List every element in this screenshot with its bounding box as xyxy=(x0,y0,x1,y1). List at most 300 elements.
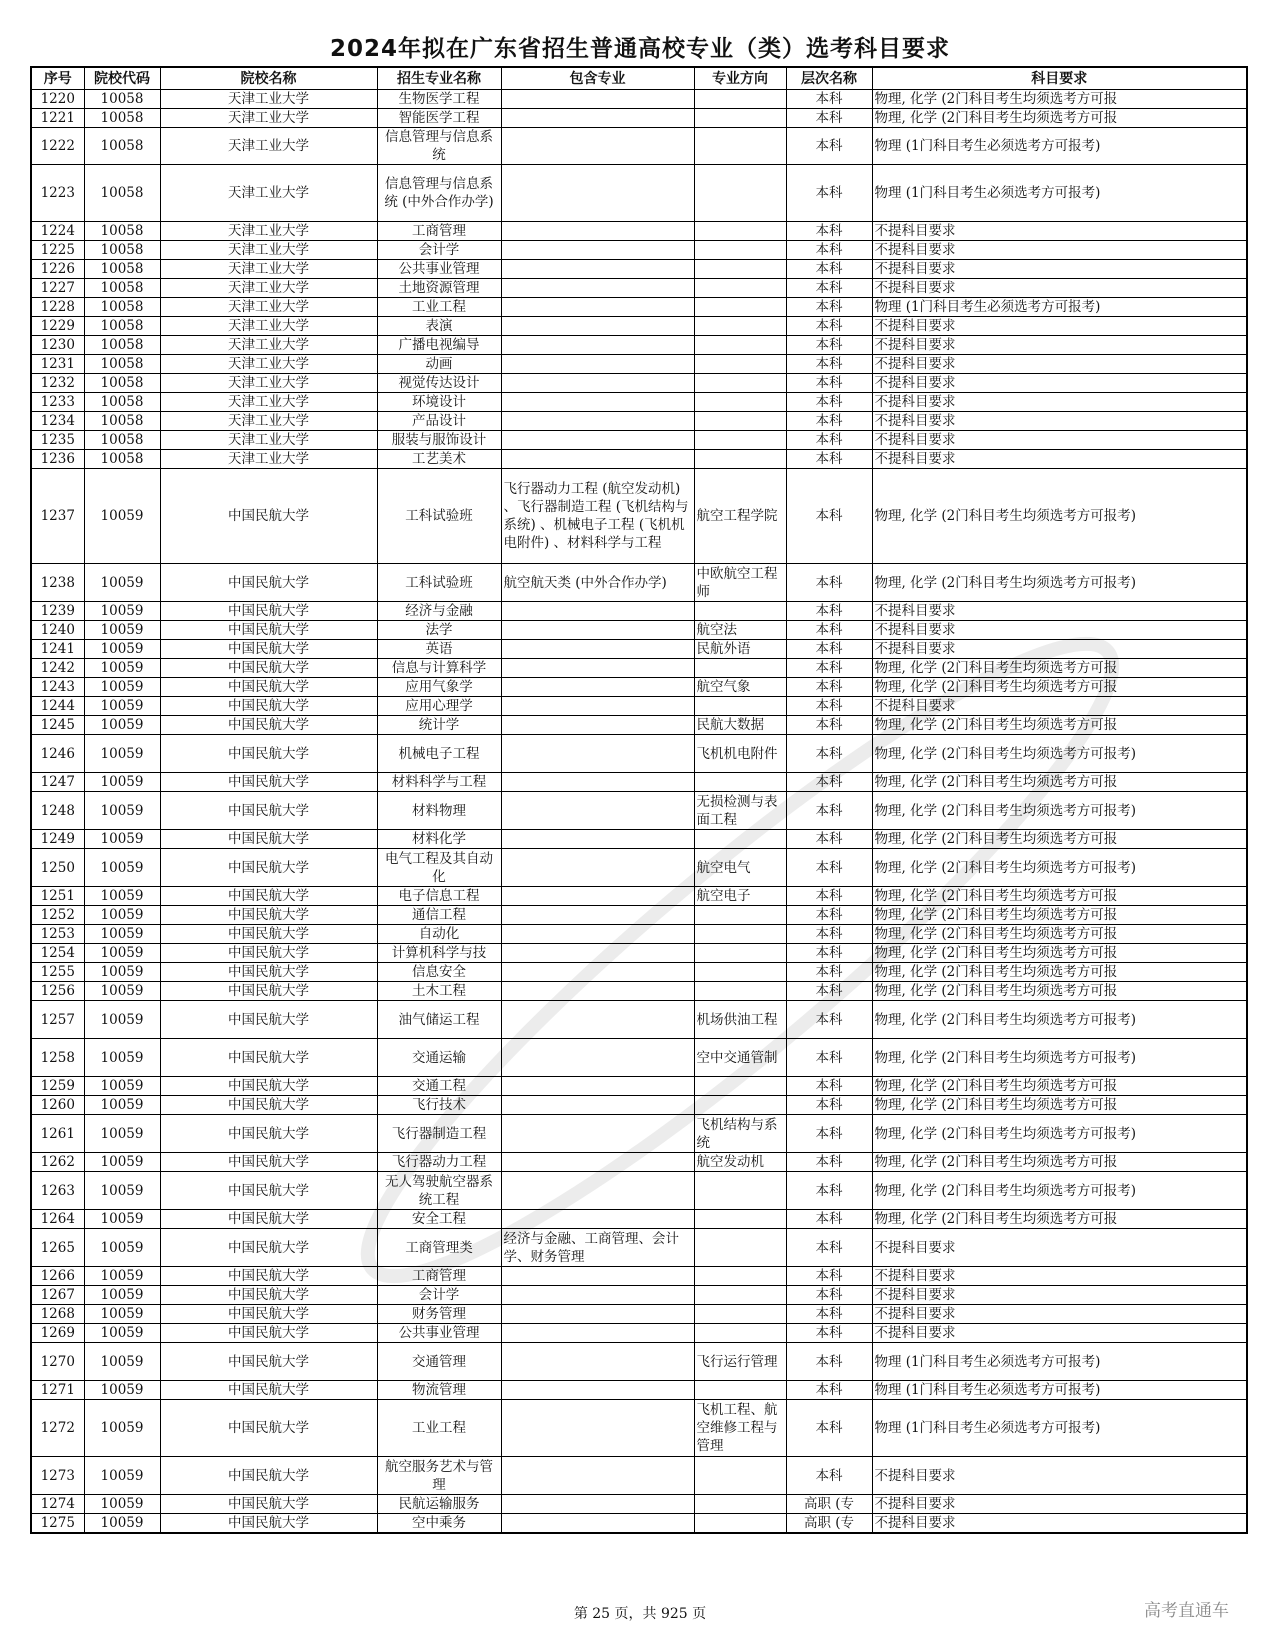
cell-major-name: 公共事业管理 xyxy=(377,1324,501,1343)
header-level: 层次名称 xyxy=(786,67,872,90)
cell-level: 本科 xyxy=(786,773,872,792)
cell-direction xyxy=(694,260,786,279)
cell-school-name: 中国民航大学 xyxy=(160,1495,377,1514)
cell-level: 本科 xyxy=(786,697,872,716)
cell-included-majors xyxy=(501,944,694,963)
cell-level: 本科 xyxy=(786,336,872,355)
cell-level: 本科 xyxy=(786,222,872,241)
cell-seq: 1242 xyxy=(31,659,84,678)
cell-level: 本科 xyxy=(786,659,872,678)
cell-direction xyxy=(694,431,786,450)
cell-direction xyxy=(694,697,786,716)
cell-subject-requirement: 不提科目要求 xyxy=(872,1514,1247,1534)
table-row xyxy=(31,659,1247,678)
cell-subject-requirement: 物理, 化学 (2门科目考生均须选考方可报 xyxy=(872,716,1247,735)
cell-included-majors xyxy=(501,109,694,128)
cell-school-code: 10059 xyxy=(84,621,160,640)
cell-subject-requirement: 物理, 化学 (2门科目考生均须选考方可报考) xyxy=(872,792,1247,830)
cell-seq: 1228 xyxy=(31,298,84,317)
cell-major-name: 应用气象学 xyxy=(377,678,501,697)
cell-level: 本科 xyxy=(786,716,872,735)
cell-direction: 航空气象 xyxy=(694,678,786,697)
cell-level: 本科 xyxy=(786,887,872,906)
table-row xyxy=(31,241,1247,260)
cell-school-name: 中国民航大学 xyxy=(160,1001,377,1039)
cell-school-name: 中国民航大学 xyxy=(160,564,377,602)
cell-level: 本科 xyxy=(786,1210,872,1229)
cell-direction xyxy=(694,336,786,355)
cell-level: 本科 xyxy=(786,1400,872,1457)
table-row xyxy=(31,1495,1247,1514)
cell-subject-requirement: 物理 (1门科目考生必须选考方可报考) xyxy=(872,298,1247,317)
cell-level: 本科 xyxy=(786,1457,872,1495)
cell-school-name: 天津工业大学 xyxy=(160,241,377,260)
cell-subject-requirement: 物理 (1门科目考生必须选考方可报考) xyxy=(872,1343,1247,1381)
cell-direction xyxy=(694,1077,786,1096)
cell-seq: 1226 xyxy=(31,260,84,279)
cell-subject-requirement: 不提科目要求 xyxy=(872,222,1247,241)
header-school-name: 院校名称 xyxy=(160,67,377,90)
cell-subject-requirement: 不提科目要求 xyxy=(872,450,1247,469)
cell-school-code: 10059 xyxy=(84,792,160,830)
cell-major-name: 视觉传达设计 xyxy=(377,374,501,393)
cell-major-name: 信息与计算科学 xyxy=(377,659,501,678)
cell-direction xyxy=(694,1172,786,1210)
table-row xyxy=(31,849,1247,887)
cell-level: 本科 xyxy=(786,298,872,317)
cell-direction xyxy=(694,1495,786,1514)
cell-school-code: 10058 xyxy=(84,355,160,374)
cell-school-code: 10059 xyxy=(84,830,160,849)
table-row xyxy=(31,317,1247,336)
cell-direction: 空中交通管制 xyxy=(694,1039,786,1077)
table-row xyxy=(31,109,1247,128)
cell-major-name: 会计学 xyxy=(377,241,501,260)
cell-school-name: 中国民航大学 xyxy=(160,944,377,963)
table-row xyxy=(31,1267,1247,1286)
cell-level: 本科 xyxy=(786,412,872,431)
cell-level: 本科 xyxy=(786,792,872,830)
cell-school-code: 10058 xyxy=(84,90,160,109)
cell-major-name: 物流管理 xyxy=(377,1381,501,1400)
table-row xyxy=(31,1324,1247,1343)
cell-school-name: 天津工业大学 xyxy=(160,412,377,431)
cell-subject-requirement: 物理, 化学 (2门科目考生均须选考方可报 xyxy=(872,109,1247,128)
cell-school-code: 10059 xyxy=(84,564,160,602)
cell-subject-requirement: 不提科目要求 xyxy=(872,336,1247,355)
cell-subject-requirement: 不提科目要求 xyxy=(872,697,1247,716)
requirements-table xyxy=(30,66,1248,1534)
cell-level: 本科 xyxy=(786,640,872,659)
cell-seq: 1238 xyxy=(31,564,84,602)
cell-seq: 1254 xyxy=(31,944,84,963)
cell-direction: 航空法 xyxy=(694,621,786,640)
cell-seq: 1243 xyxy=(31,678,84,697)
cell-major-name: 土地资源管理 xyxy=(377,279,501,298)
cell-school-name: 天津工业大学 xyxy=(160,128,377,165)
cell-level: 本科 xyxy=(786,1229,872,1267)
table-row xyxy=(31,887,1247,906)
cell-school-code: 10058 xyxy=(84,450,160,469)
cell-subject-requirement: 不提科目要求 xyxy=(872,1457,1247,1495)
cell-school-code: 10059 xyxy=(84,716,160,735)
cell-seq: 1258 xyxy=(31,1039,84,1077)
cell-school-name: 中国民航大学 xyxy=(160,697,377,716)
table-row xyxy=(31,716,1247,735)
cell-direction xyxy=(694,944,786,963)
cell-level: 本科 xyxy=(786,1305,872,1324)
cell-subject-requirement: 物理, 化学 (2门科目考生均须选考方可报考) xyxy=(872,1172,1247,1210)
cell-major-name: 环境设计 xyxy=(377,393,501,412)
cell-school-code: 10059 xyxy=(84,906,160,925)
cell-included-majors xyxy=(501,260,694,279)
cell-school-code: 10059 xyxy=(84,1172,160,1210)
cell-included-majors xyxy=(501,1400,694,1457)
cell-school-name: 中国民航大学 xyxy=(160,1210,377,1229)
cell-school-code: 10059 xyxy=(84,1305,160,1324)
table-row xyxy=(31,1343,1247,1381)
cell-school-name: 中国民航大学 xyxy=(160,1343,377,1381)
cell-school-name: 天津工业大学 xyxy=(160,222,377,241)
cell-direction xyxy=(694,1381,786,1400)
cell-school-name: 中国民航大学 xyxy=(160,982,377,1001)
cell-included-majors xyxy=(501,1077,694,1096)
table-row xyxy=(31,1039,1247,1077)
cell-seq: 1235 xyxy=(31,431,84,450)
cell-school-code: 10058 xyxy=(84,336,160,355)
table-row xyxy=(31,1305,1247,1324)
cell-seq: 1223 xyxy=(31,165,84,222)
cell-major-name: 安全工程 xyxy=(377,1210,501,1229)
cell-school-code: 10058 xyxy=(84,431,160,450)
cell-school-name: 中国民航大学 xyxy=(160,716,377,735)
cell-included-majors xyxy=(501,1115,694,1153)
table-body xyxy=(31,90,1247,1534)
cell-included-majors xyxy=(501,906,694,925)
cell-school-name: 天津工业大学 xyxy=(160,260,377,279)
cell-school-name: 中国民航大学 xyxy=(160,678,377,697)
cell-school-name: 中国民航大学 xyxy=(160,963,377,982)
header-school-code: 院校代码 xyxy=(84,67,160,90)
cell-seq: 1224 xyxy=(31,222,84,241)
cell-included-majors xyxy=(501,830,694,849)
cell-subject-requirement: 不提科目要求 xyxy=(872,621,1247,640)
cell-direction: 民航大数据 xyxy=(694,716,786,735)
cell-school-name: 中国民航大学 xyxy=(160,1039,377,1077)
table-row xyxy=(31,925,1247,944)
cell-included-majors xyxy=(501,602,694,621)
table-row xyxy=(31,90,1247,109)
table-row xyxy=(31,431,1247,450)
cell-direction xyxy=(694,1457,786,1495)
cell-school-code: 10059 xyxy=(84,1210,160,1229)
cell-subject-requirement: 不提科目要求 xyxy=(872,412,1247,431)
table-row xyxy=(31,1001,1247,1039)
cell-direction xyxy=(694,906,786,925)
cell-subject-requirement: 不提科目要求 xyxy=(872,1286,1247,1305)
table-row xyxy=(31,298,1247,317)
cell-level: 本科 xyxy=(786,944,872,963)
cell-school-name: 天津工业大学 xyxy=(160,298,377,317)
table-row xyxy=(31,1286,1247,1305)
cell-seq: 1261 xyxy=(31,1115,84,1153)
cell-seq: 1222 xyxy=(31,128,84,165)
cell-seq: 1262 xyxy=(31,1153,84,1172)
cell-seq: 1270 xyxy=(31,1343,84,1381)
table-row xyxy=(31,222,1247,241)
cell-level: 本科 xyxy=(786,241,872,260)
cell-major-name: 土木工程 xyxy=(377,982,501,1001)
cell-level: 高职 (专 xyxy=(786,1514,872,1534)
cell-school-code: 10059 xyxy=(84,1096,160,1115)
cell-level: 本科 xyxy=(786,128,872,165)
cell-major-name: 民航运输服务 xyxy=(377,1495,501,1514)
cell-included-majors xyxy=(501,393,694,412)
cell-included-majors: 经济与金融、工商管理、会计学、财务管理 xyxy=(501,1229,694,1267)
cell-subject-requirement: 物理, 化学 (2门科目考生均须选考方可报 xyxy=(872,1096,1247,1115)
cell-level: 本科 xyxy=(786,621,872,640)
cell-school-code: 10059 xyxy=(84,1115,160,1153)
cell-subject-requirement: 物理, 化学 (2门科目考生均须选考方可报考) xyxy=(872,849,1247,887)
cell-seq: 1230 xyxy=(31,336,84,355)
cell-major-name: 材料科学与工程 xyxy=(377,773,501,792)
table-row xyxy=(31,640,1247,659)
cell-subject-requirement: 物理 (1门科目考生必须选考方可报考) xyxy=(872,128,1247,165)
cell-level: 本科 xyxy=(786,260,872,279)
cell-level: 本科 xyxy=(786,1039,872,1077)
cell-school-code: 10058 xyxy=(84,241,160,260)
cell-included-majors xyxy=(501,1153,694,1172)
cell-seq: 1259 xyxy=(31,1077,84,1096)
cell-school-code: 10059 xyxy=(84,602,160,621)
cell-school-code: 10058 xyxy=(84,298,160,317)
cell-school-code: 10058 xyxy=(84,165,160,222)
cell-seq: 1240 xyxy=(31,621,84,640)
cell-school-code: 10058 xyxy=(84,412,160,431)
cell-major-name: 无人驾驶航空器系统工程 xyxy=(377,1172,501,1210)
cell-school-name: 中国民航大学 xyxy=(160,830,377,849)
cell-direction xyxy=(694,602,786,621)
cell-seq: 1249 xyxy=(31,830,84,849)
cell-school-name: 中国民航大学 xyxy=(160,1153,377,1172)
cell-included-majors xyxy=(501,1210,694,1229)
cell-school-name: 中国民航大学 xyxy=(160,1381,377,1400)
cell-major-name: 交通工程 xyxy=(377,1077,501,1096)
cell-subject-requirement: 物理, 化学 (2门科目考生均须选考方可报 xyxy=(872,830,1247,849)
table-row xyxy=(31,1514,1247,1534)
cell-seq: 1272 xyxy=(31,1400,84,1457)
cell-school-code: 10059 xyxy=(84,963,160,982)
cell-seq: 1256 xyxy=(31,982,84,1001)
cell-seq: 1269 xyxy=(31,1324,84,1343)
cell-school-name: 中国民航大学 xyxy=(160,602,377,621)
cell-school-name: 中国民航大学 xyxy=(160,1267,377,1286)
cell-seq: 1266 xyxy=(31,1267,84,1286)
cell-level: 本科 xyxy=(786,431,872,450)
cell-included-majors xyxy=(501,1514,694,1534)
cell-included-majors: 航空航天类 (中外合作办学) xyxy=(501,564,694,602)
cell-level: 本科 xyxy=(786,849,872,887)
cell-seq: 1263 xyxy=(31,1172,84,1210)
cell-major-name: 空中乘务 xyxy=(377,1514,501,1534)
cell-direction xyxy=(694,963,786,982)
cell-subject-requirement: 物理, 化学 (2门科目考生均须选考方可报 xyxy=(872,963,1247,982)
table-row xyxy=(31,792,1247,830)
cell-major-name: 生物医学工程 xyxy=(377,90,501,109)
cell-school-code: 10059 xyxy=(84,1324,160,1343)
cell-subject-requirement: 物理, 化学 (2门科目考生均须选考方可报考) xyxy=(872,735,1247,773)
cell-school-name: 中国民航大学 xyxy=(160,621,377,640)
cell-subject-requirement: 物理, 化学 (2门科目考生均须选考方可报考) xyxy=(872,1001,1247,1039)
cell-school-name: 中国民航大学 xyxy=(160,640,377,659)
cell-major-name: 工商管理类 xyxy=(377,1229,501,1267)
table-row xyxy=(31,1077,1247,1096)
cell-included-majors xyxy=(501,735,694,773)
cell-subject-requirement: 不提科目要求 xyxy=(872,1324,1247,1343)
cell-subject-requirement: 不提科目要求 xyxy=(872,260,1247,279)
cell-major-name: 油气储运工程 xyxy=(377,1001,501,1039)
cell-included-majors xyxy=(501,792,694,830)
cell-major-name: 航空服务艺术与管理 xyxy=(377,1457,501,1495)
cell-school-code: 10058 xyxy=(84,260,160,279)
cell-seq: 1225 xyxy=(31,241,84,260)
cell-subject-requirement: 物理, 化学 (2门科目考生均须选考方可报 xyxy=(872,678,1247,697)
cell-major-name: 工科试验班 xyxy=(377,469,501,564)
cell-school-name: 中国民航大学 xyxy=(160,1172,377,1210)
cell-school-name: 中国民航大学 xyxy=(160,925,377,944)
cell-seq: 1248 xyxy=(31,792,84,830)
page-title: 2024年拟在广东省招生普通高校专业（类）选考科目要求 xyxy=(329,36,950,62)
cell-direction xyxy=(694,109,786,128)
cell-direction xyxy=(694,1096,786,1115)
cell-major-name: 公共事业管理 xyxy=(377,260,501,279)
cell-subject-requirement: 物理, 化学 (2门科目考生均须选考方可报 xyxy=(872,906,1247,925)
cell-school-code: 10058 xyxy=(84,317,160,336)
cell-included-majors xyxy=(501,165,694,222)
cell-school-name: 天津工业大学 xyxy=(160,165,377,222)
cell-included-majors xyxy=(501,1039,694,1077)
cell-direction: 航空工程学院 xyxy=(694,469,786,564)
cell-included-majors xyxy=(501,1001,694,1039)
cell-direction: 航空发动机 xyxy=(694,1153,786,1172)
cell-subject-requirement: 不提科目要求 xyxy=(872,355,1247,374)
table-header-row xyxy=(31,67,1247,90)
cell-direction: 机场供油工程 xyxy=(694,1001,786,1039)
cell-level: 本科 xyxy=(786,602,872,621)
cell-included-majors xyxy=(501,621,694,640)
cell-school-code: 10059 xyxy=(84,1153,160,1172)
table-row xyxy=(31,1115,1247,1153)
cell-seq: 1260 xyxy=(31,1096,84,1115)
cell-seq: 1220 xyxy=(31,90,84,109)
cell-school-name: 天津工业大学 xyxy=(160,109,377,128)
cell-subject-requirement: 物理, 化学 (2门科目考生均须选考方可报 xyxy=(872,659,1247,678)
cell-direction: 飞机结构与系统 xyxy=(694,1115,786,1153)
table-row xyxy=(31,260,1247,279)
page-footer: 第 25 页，共 925 页 xyxy=(573,1606,707,1622)
cell-school-code: 10059 xyxy=(84,1267,160,1286)
cell-seq: 1244 xyxy=(31,697,84,716)
cell-school-name: 天津工业大学 xyxy=(160,393,377,412)
cell-subject-requirement: 不提科目要求 xyxy=(872,1267,1247,1286)
cell-included-majors xyxy=(501,374,694,393)
cell-level: 本科 xyxy=(786,1115,872,1153)
cell-included-majors xyxy=(501,1324,694,1343)
cell-seq: 1252 xyxy=(31,906,84,925)
cell-seq: 1229 xyxy=(31,317,84,336)
cell-major-name: 工商管理 xyxy=(377,222,501,241)
cell-level: 本科 xyxy=(786,830,872,849)
cell-level: 本科 xyxy=(786,735,872,773)
cell-school-code: 10059 xyxy=(84,1077,160,1096)
cell-seq: 1264 xyxy=(31,1210,84,1229)
cell-level: 本科 xyxy=(786,1324,872,1343)
cell-direction xyxy=(694,412,786,431)
table-row xyxy=(31,1400,1247,1457)
cell-level: 本科 xyxy=(786,963,872,982)
cell-direction: 无损检测与表面工程 xyxy=(694,792,786,830)
cell-included-majors xyxy=(501,336,694,355)
cell-school-code: 10059 xyxy=(84,1286,160,1305)
cell-major-name: 智能医学工程 xyxy=(377,109,501,128)
table-row xyxy=(31,1096,1247,1115)
cell-included-majors xyxy=(501,222,694,241)
table-row xyxy=(31,1457,1247,1495)
cell-school-name: 中国民航大学 xyxy=(160,659,377,678)
cell-major-name: 飞行器制造工程 xyxy=(377,1115,501,1153)
table-row xyxy=(31,469,1247,564)
cell-subject-requirement: 物理 (1门科目考生必须选考方可报考) xyxy=(872,1400,1247,1457)
cell-major-name: 工商管理 xyxy=(377,1267,501,1286)
cell-major-name: 机械电子工程 xyxy=(377,735,501,773)
cell-level: 本科 xyxy=(786,1286,872,1305)
cell-level: 本科 xyxy=(786,355,872,374)
cell-major-name: 计算机科学与技 xyxy=(377,944,501,963)
cell-level: 本科 xyxy=(786,469,872,564)
cell-major-name: 通信工程 xyxy=(377,906,501,925)
cell-level: 本科 xyxy=(786,982,872,1001)
cell-level: 本科 xyxy=(786,393,872,412)
cell-subject-requirement: 不提科目要求 xyxy=(872,1229,1247,1267)
cell-level: 本科 xyxy=(786,906,872,925)
cell-major-name: 英语 xyxy=(377,640,501,659)
cell-subject-requirement: 不提科目要求 xyxy=(872,241,1247,260)
cell-direction: 飞行运行管理 xyxy=(694,1343,786,1381)
cell-subject-requirement: 物理 (1门科目考生必须选考方可报考) xyxy=(872,1381,1247,1400)
cell-level: 本科 xyxy=(786,1267,872,1286)
table-row xyxy=(31,963,1247,982)
cell-school-name: 天津工业大学 xyxy=(160,450,377,469)
cell-subject-requirement: 不提科目要求 xyxy=(872,1495,1247,1514)
cell-major-name: 交通运输 xyxy=(377,1039,501,1077)
cell-major-name: 财务管理 xyxy=(377,1305,501,1324)
header-included-majors: 包含专业 xyxy=(501,67,694,90)
cell-direction xyxy=(694,925,786,944)
cell-included-majors xyxy=(501,982,694,1001)
cell-direction: 中欧航空工程师 xyxy=(694,564,786,602)
cell-included-majors xyxy=(501,925,694,944)
cell-school-code: 10058 xyxy=(84,109,160,128)
cell-major-name: 材料化学 xyxy=(377,830,501,849)
cell-included-majors xyxy=(501,1096,694,1115)
cell-school-code: 10059 xyxy=(84,925,160,944)
cell-school-name: 中国民航大学 xyxy=(160,773,377,792)
cell-school-code: 10059 xyxy=(84,1039,160,1077)
cell-school-code: 10059 xyxy=(84,697,160,716)
cell-included-majors xyxy=(501,1172,694,1210)
cell-included-majors: 飞行器动力工程 (航空发动机) 、飞行器制造工程 (飞机结构与系统) 、机械电子工程 (飞机机电附件) 、材料科学与工程 xyxy=(501,469,694,564)
cell-school-name: 中国民航大学 xyxy=(160,469,377,564)
